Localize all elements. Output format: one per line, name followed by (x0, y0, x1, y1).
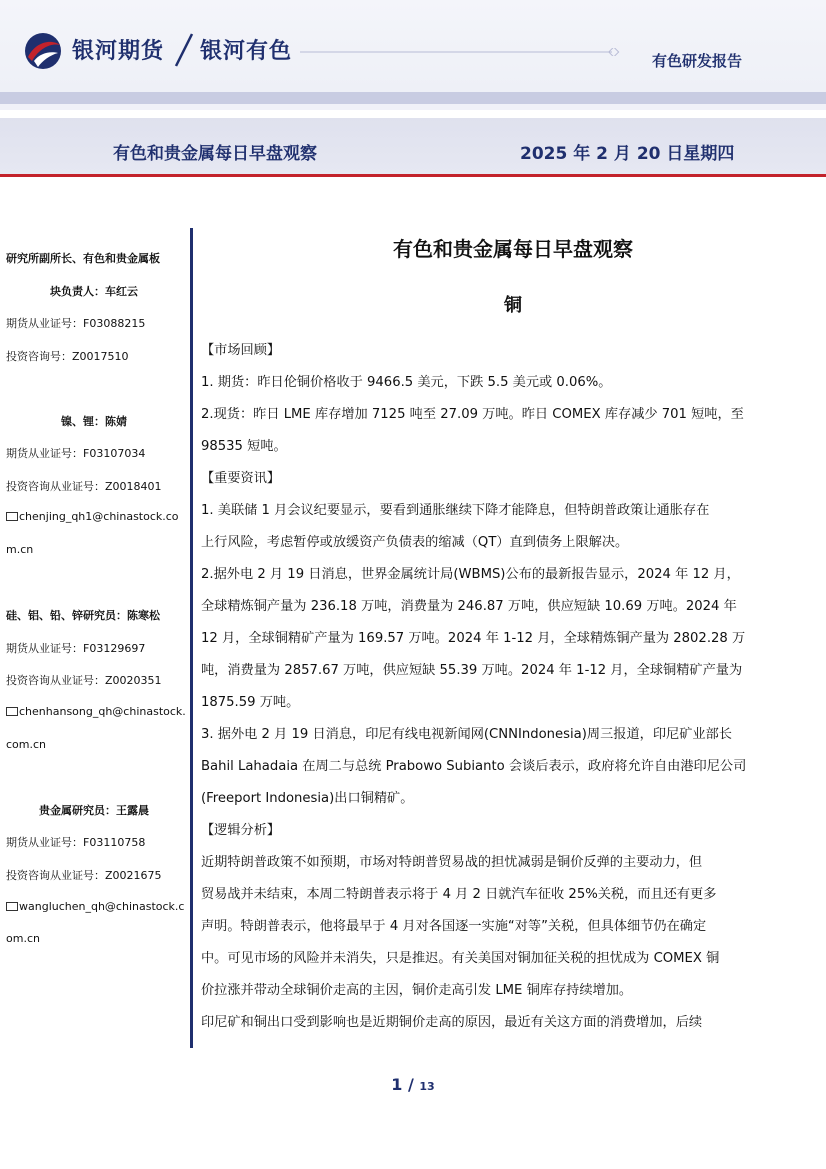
paragraph-line: 吨，消费量为 2857.67 万吨，供应短缺 55.39 万吨。2024 年 1-12 月，全球铜精矿产量为 (201, 663, 743, 678)
paragraph-line: 2.据外电 2 月 19 日消息，世界金属统计局(WBMS)公布的最新报告显示，2024 年 12 月， (201, 567, 740, 582)
paragraph-line: 12 月，全球铜精矿产量为 169.57 万吨。2024 年 1-12 月，全球精炼铜产量为 2802.28 万 (201, 631, 746, 646)
email-link-cont[interactable]: m.cn (6, 543, 34, 556)
email-link[interactable]: wangluchen_qh@chinastock.c (6, 900, 184, 913)
analyst-title: 镍、锂：陈婧 (61, 415, 127, 428)
futures-cert: 期货从业证号：F03107034 (6, 447, 146, 460)
report-date: 2025 年 2 月 20 日星期四 (520, 144, 735, 164)
invest-cert: 投资咨询从业证号：Z0021675 (6, 869, 162, 882)
page-number (0, 1075, 826, 1094)
header-decoration (300, 48, 620, 56)
email-link[interactable]: chenjing_qh1@chinastock.co (6, 510, 179, 523)
band-title: 有色和贵金属每日早盘观察 (113, 144, 317, 164)
brand-name: 银河期货 (72, 39, 165, 64)
brand-divider (170, 30, 196, 70)
email-link[interactable]: chenhansong_qh@chinastock. (6, 705, 186, 718)
header-stripe (0, 92, 826, 104)
paragraph-line: 近期特朗普政策不如预期，市场对特朗普贸易战的担忧减弱是铜价反弹的主要动力，但 (201, 855, 703, 870)
section-subtitle: 铜 (504, 295, 522, 316)
paragraph-line: 中。可见市场的风险并未消失，只是推迟。有关美国对铜加征关税的担忧成为 COMEX 铜 (201, 951, 720, 966)
email-link-cont[interactable]: com.cn (6, 738, 47, 751)
paragraph-line: Bahil Lahadaia 在周二与总统 Prabowo Subianto 会谈后表示，政府将允许自由港印尼公司 (201, 759, 747, 774)
futures-cert: 期货从业证号：F03110758 (6, 836, 146, 849)
mail-icon (6, 902, 18, 911)
paragraph-line: 全球精炼铜产量为 236.18 万吨，消费量为 246.87 万吨，供应短缺 10.69 万吨。2024 年 (201, 599, 737, 614)
section-heading: 【市场回顾】 (201, 343, 281, 358)
brand-sub: 银河有色 (200, 39, 293, 64)
analyst-title: 贵金属研究员：王露晨 (39, 804, 149, 817)
paragraph-line: 98535 短吨。 (201, 439, 287, 454)
futures-cert: 期货从业证号：F03129697 (6, 642, 146, 655)
total-pages: 13 (419, 1080, 435, 1093)
paragraph-line: 上行风险，考虑暂停或放缓资产负债表的缩减（QT）直到债务上限解决。 (201, 535, 629, 550)
report-type: 有色研发报告 (652, 52, 743, 70)
page-title: 有色和贵金属每日早盘观察 (393, 237, 633, 261)
analyst-title: 研究所副所长、有色和贵金属板 (6, 252, 160, 265)
paragraph-line: 价拉涨并带动全球铜价走高的主因，铜价走高引发 LME 铜库存持续增加。 (201, 983, 633, 998)
report-body (201, 335, 781, 1039)
section-heading: 【逻辑分析】 (201, 823, 281, 838)
analyst-title: 硅、铝、铅、锌研究员：陈寒松 (6, 609, 160, 622)
paragraph-line: (Freeport Indonesia)出口铜精矿。 (201, 791, 414, 806)
invest-cert: 投资咨询从业证号：Z0018401 (6, 480, 162, 493)
mail-icon (6, 512, 18, 521)
paragraph-line: 声明。特朗普表示，他将最早于 4 月对各国逐一实施“对等”关税，但具体细节仍在确定 (201, 919, 707, 934)
title-band-underline (0, 174, 826, 177)
sidebar-divider (190, 228, 193, 1048)
futures-cert: 期货从业证号：F03088215 (6, 317, 146, 330)
current-page: 1 (391, 1075, 403, 1094)
paragraph-line: 贸易战并未结束，本周二特朗普表示将于 4 月 2 日就汽车征收 25%关税，而且还有更多 (201, 887, 717, 902)
invest-cert: 投资咨询号：Z0017510 (6, 350, 129, 363)
paragraph-line: 1. 期货：昨日伦铜价格收于 9466.5 美元，下跌 5.5 美元或 0.06%。 (201, 375, 612, 390)
paragraph-line: 1. 美联储 1 月会议纪要显示，要看到通胀继续下降才能降息，但特朗普政策让通胀存在 (201, 503, 710, 518)
mail-icon (6, 707, 18, 716)
invest-cert: 投资咨询从业证号：Z0020351 (6, 674, 162, 687)
galaxy-logo-icon (22, 31, 64, 71)
paragraph-line: 3. 据外电 2 月 19 日消息，印尼有线电视新闻网(CNNIndonesia)周三报道，印尼矿业部长 (201, 727, 732, 742)
header-stripe-light (0, 104, 826, 110)
paragraph-line: 2.现货：昨日 LME 库存增加 7125 吨至 27.09 万吨。昨日 COMEX 库存减少 701 短吨，至 (201, 407, 744, 422)
section-heading: 【重要资讯】 (201, 471, 281, 486)
paragraph-line: 印尼矿和铜出口受到影响也是近期铜价走高的原因，最近有关这方面的消费增加，后续 (201, 1015, 703, 1030)
paragraph-line: 1875.59 万吨。 (201, 695, 300, 710)
analyst-title: 块负责人：车红云 (50, 285, 138, 298)
page-separator: / (407, 1075, 414, 1094)
email-link-cont[interactable]: om.cn (6, 932, 40, 945)
